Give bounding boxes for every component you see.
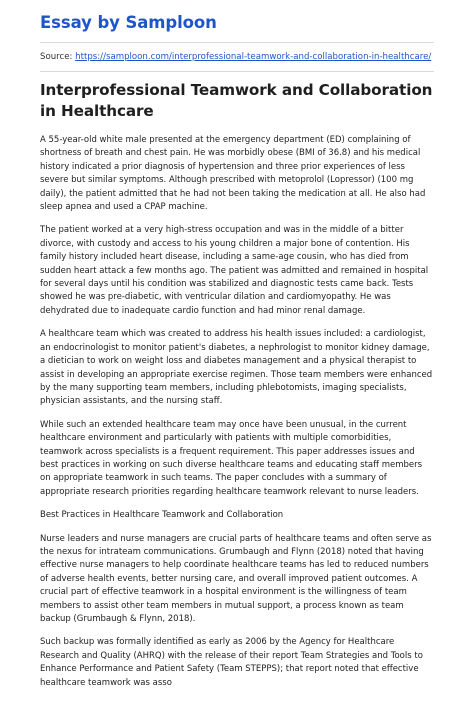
site-brand: Essay by Samploon	[40, 13, 217, 32]
paragraph: The patient worked at a very high-stress occupation and was in the middle of a bitter divorce, with custody and access to his young children a major bone of contention. His family history included heart disease, including a same-age cousin, who has died from sudden heart attack a few months ago. The patient was admitted and remained in hospital for several days until his condition was stabilized and diagnostic tests came back. Tests showed he was pre-diabetic, with ventricular dilation and cardiomyopathy. He was dehydrated due to inadequate cardio function and had minor renal damage.	[40, 225, 429, 316]
source-divider	[40, 71, 434, 72]
section-heading: Best Practices in Healthcare Teamwork and Collaboration	[40, 510, 284, 521]
paragraph: Such backup was formally identified as early as 2006 by the Agency for Healthcare Research and Quality (AHRQ) with the release of their report Team Strategies and Tools to Enhance Performance and Patient Safety (Team STEPPS); that report noted that effective healthcare teamwork was asso	[40, 637, 423, 688]
source-link[interactable]: https://samploon.com/interprofessional-teamwork-and-collaboration-in-healthcare/	[75, 52, 432, 62]
paragraph: While such an extended healthcare team may once have been unusual, in the current healthcare environment and particularly with patients with multiple comorbidities, teamwork across specialists is a frequent requirement. This paper addresses issues and best practices in working on such diverse healthcare teams and educating staff members on appropriate teamwork in such teams. The paper concludes with a summary of appropriate research priorities regarding healthcare teamwork relevant to nurse leaders.	[40, 419, 423, 497]
paragraph: A 55-year-old white male presented at the emergency department (ED) complaining of shortness of breath and chest pain. He was morbidly obese (BMI of 36.8) and his medical history indicated a prior diagnosis of hypertension and three prior experiences of less severe but similar symptoms. Although prescribed with metoprolol (Lopressor) (100 mg daily), the patient admitted that he had not been taking the medication at all. He also had sleep apnea and used a CPAP machine.	[40, 135, 426, 213]
essay-title: Interprofessional Teamwork and Collaboration in Healthcare	[40, 81, 433, 120]
source-label: Source:	[40, 52, 76, 62]
paragraph: Nurse leaders and nurse managers are crucial parts of healthcare teams and often serve as the nexus for intrateam communications. Grumbaugh and Flynn (2018) noted that having effective nurse managers to help coordinate healthcare teams has led to reduced numbers of adverse health events, better nursing care, and overall improved patient outcomes. A crucial part of effective teamwork in a hospital environment is the willingness of team members to assist other team members in mutual support, a process known as team backup (Grumbaugh & Flynn, 2018).	[40, 533, 432, 624]
header-divider	[40, 42, 434, 43]
source-line	[40, 51, 434, 63]
paragraph: A healthcare team which was created to address his health issues included: a cardiologist, an endocrinologist to monitor patient's diabetes, a nephrologist to monitor kidney damage, a dietician to work on weight loss and diabetes management and a physical therapist to assist in developing an appropriate exercise regimen. Those team members were enhanced by the many supporting team members, including phlebotomists, imaging specialists, physician assistants, and the nursing staff.	[40, 329, 433, 407]
